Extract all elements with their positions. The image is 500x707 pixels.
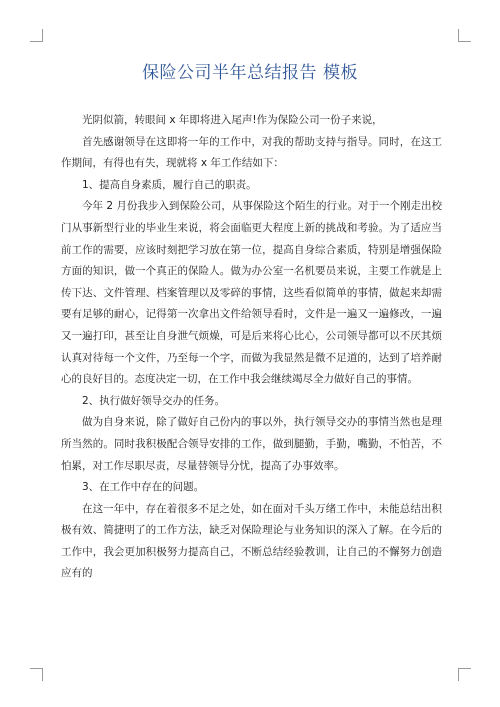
document-title: 保险公司半年总结报告 模板	[142, 63, 358, 83]
document-body	[61, 110, 442, 585]
paragraph-section-2: 做为自身来说，除了做好自己份内的事以外，执行领导交办的事情当然也是理所当然的。同时我积极配合领导安排的工作，做到腿勤，手勤，嘴勤，不怕苦，不怕累，对工作尽职尽责，尽量替领导分忧，提高了办事效率。	[61, 416, 442, 472]
paragraph-intro: 光阴似箭，转眼间 x 年即将进入尾声!作为保险公司一份子来说，	[82, 114, 383, 126]
section-heading-1: 1、提高自身素质，履行自己的职责。	[82, 178, 257, 191]
crop-mark-bottom-right	[458, 668, 471, 681]
paragraph-section-3: 在这一年中，存在着很多不足之处，如在面对千头万绪工作中，未能总结出积极有效、简捷明了的工作方法，缺乏对保险理论与业务知识的深入了解。在今后的工作中，我会更加积极努力提高自己，不断总结经验教训，让自己的不懈努力创造应有的	[61, 502, 442, 580]
section-heading-2: 2、执行做好领导交办的任务。	[82, 394, 226, 407]
paragraph-thanks: 首先感谢领导在这即将一年的工作中，对我的帮助支持与指导。同时，在这工作期间，有得也有失，现就将 x 年工作结如下：	[61, 135, 442, 170]
crop-mark-top-right	[458, 29, 471, 42]
crop-mark-bottom-left	[30, 668, 43, 681]
crop-mark-top-left	[30, 29, 43, 42]
paragraph-section-1: 今年 2 月份我步入到保险公司，从事保险这个陌生的行业。对于一个刚走出校门从事新型行业的毕业生来说，将会面临更大程度上新的挑战和考验。为了适应当前工作的需要，应该时刻把学习放在第一位，提高自身综合素质，特别是增强保险方面的知识，做一个真正的保险人。做为办公室一名机要员来说，主要工作就是上传下达、文件管理、档案管理以及零碎的事情，这些看似简单的事情，做起来却需要有足够的耐心，记得第一次拿出文件给领导看时，文件是一遍又一遍修改，一遍又一遍打印，甚至让自身泄气烦燥，可是后来将心比心，公司领导都可以不厌其烦认真对待每一个文件，乃至每一个字，而做为我显然是微不足道的，达到了培养耐心的良好目的。态度决定一切，在工作中我会继续竭尽全力做好自己的事情。	[61, 200, 442, 386]
section-heading-3: 3、在工作中存在的问题。	[82, 481, 205, 494]
